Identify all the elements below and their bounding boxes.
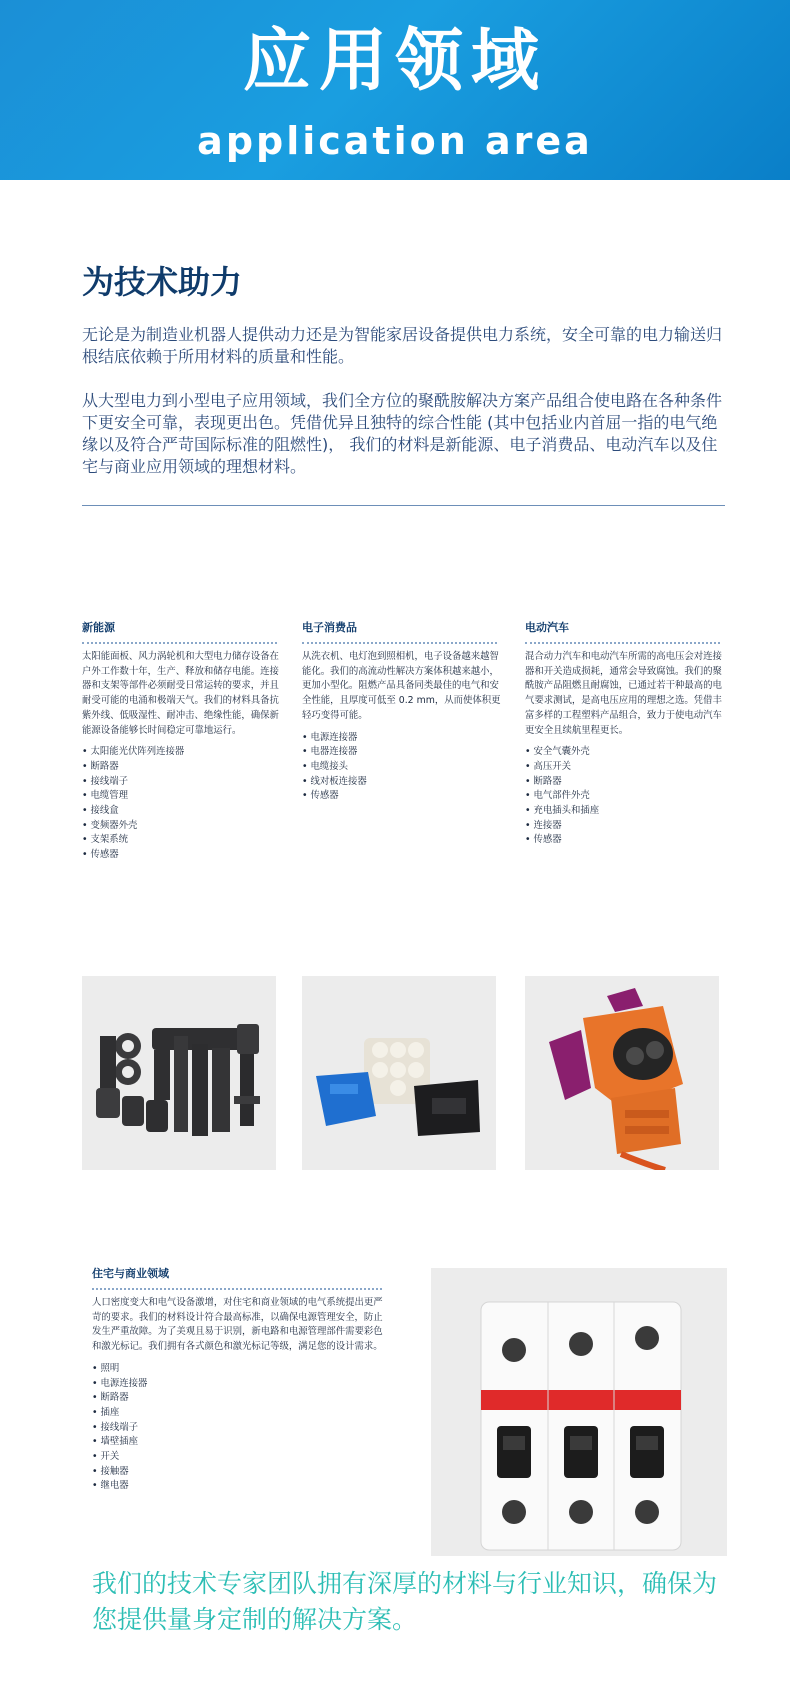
intro-paragraph-2: 从大型电力到小型电子应用领域，我们全方位的聚酰胺解决方案产品组合使电路在各种条件下更安全可靠，表现更出色。凭借优异且独特的综合性能 (其中包括业内首屈一指的电气绝缘以及符合严苛国际标准的阻燃性)， 我们的材料是新能源、电子消费品、电动汽车以及住宅与商业应用领域的理想材料。	[82, 391, 723, 476]
column-description: 从洗衣机、电灯泡到照相机，电子设备越来越智能化。我们的高流动性解决方案体积越来越小，更加小型化。阻燃产品具备同类最佳的电气和安全性能，且厚度可低至 0.2 mm，从而使体积更轻巧变得可能。	[302, 651, 501, 721]
dotted-rule	[302, 642, 497, 644]
column-list	[82, 745, 282, 863]
list-item: • 电器连接器	[302, 745, 502, 760]
section-list	[92, 1362, 387, 1494]
list-item: • 电缆管理	[82, 789, 282, 804]
list-item: • 断路器	[525, 775, 725, 790]
list-item: • 高压开关	[525, 760, 725, 775]
section-description: 人口密度变大和电气设备激增，对住宅和商业领域的电气系统提出更严苛的要求。我们的材料设计符合最高标准，以确保电源管理安全，防止发生严重故障。为了美观且易于识别，新电路和电源管理部件需要彩色和激光标记。我们拥有各式颜色和激光标记等级，满足您的设计需求。	[92, 1297, 383, 1353]
banner-subtitle: application area	[197, 119, 593, 163]
list-item: • 电源连接器	[92, 1377, 387, 1392]
application-column-new-energy	[82, 620, 282, 863]
list-item: • 太阳能光伏阵列连接器	[82, 745, 282, 760]
list-item: • 接线盒	[82, 804, 282, 819]
intro-paragraph-1: 无论是为制造业机器人提供动力还是为智能家居设备提供电力系统，安全可靠的电力输送归根结底依赖于所用材料的质量和性能。	[82, 325, 723, 366]
list-item: • 充电插头和插座	[525, 804, 725, 819]
solar-connectors-photo	[82, 976, 276, 1170]
list-item: • 连接器	[525, 819, 725, 834]
list-item: • 安全气囊外壳	[525, 745, 725, 760]
list-item: • 传感器	[302, 789, 502, 804]
list-item: • 电源连接器	[302, 731, 502, 746]
closing-statement: 我们的技术专家团队拥有深厚的材料与行业知识，确保为您提供量身定制的解决方案。	[92, 1569, 718, 1634]
header-banner	[0, 0, 790, 180]
dotted-rule	[525, 642, 720, 644]
list-item: • 线对板连接器	[302, 775, 502, 790]
list-item: • 接线端子	[82, 775, 282, 790]
list-item: • 传感器	[525, 833, 725, 848]
column-description: 太阳能面板、风力涡轮机和大型电力储存设备在户外工作数十年，生产、释放和储存电能。连接器和支架等部件必须耐受日常运转的要求，并且耐受可能的电涌和极端天气。我们的材料具备抗紫外线、低吸湿性、耐冲击、绝缘性能，确保新能源设备能够长时间稳定可靠地运行。	[82, 651, 279, 736]
column-title: 电动汽车	[525, 621, 569, 634]
list-item: • 电缆接头	[302, 760, 502, 775]
ev-connector-photo	[525, 976, 719, 1170]
application-column-consumer-electronics	[302, 620, 502, 804]
list-item: • 支架系统	[82, 833, 282, 848]
list-item: • 电气部件外壳	[525, 789, 725, 804]
circuit-breaker-photo	[431, 1268, 727, 1556]
list-item: • 断路器	[92, 1391, 387, 1406]
list-item: • 墙壁插座	[92, 1435, 387, 1450]
column-title: 电子消费品	[302, 621, 357, 634]
list-item: • 变频器外壳	[82, 819, 282, 834]
dotted-rule	[92, 1288, 382, 1290]
list-item: • 开关	[92, 1450, 387, 1465]
residential-commercial-section	[92, 1266, 387, 1494]
application-column-electric-vehicles	[525, 620, 725, 848]
list-item: • 继电器	[92, 1479, 387, 1494]
section-title: 住宅与商业领域	[92, 1267, 169, 1280]
column-list	[525, 745, 725, 848]
list-item: • 传感器	[82, 848, 282, 863]
list-item: • 接线端子	[92, 1421, 387, 1436]
list-item: • 接触器	[92, 1465, 387, 1480]
dotted-rule	[82, 642, 277, 644]
electronic-connectors-photo	[302, 976, 496, 1170]
list-item: • 插座	[92, 1406, 387, 1421]
column-description: 混合动力汽车和电动汽车所需的高电压会对连接器和开关造成损耗，通常会导致腐蚀。我们的聚酰胺产品阻燃且耐腐蚀，已通过若干种最高的电气要求测试，是高电压应用的理想之选。凭借丰富多样的工程塑料产品组合，致力于使电动汽车更安全且续航里程更长。	[525, 651, 722, 736]
banner-title: 应用领域	[242, 22, 547, 101]
list-item: • 照明	[92, 1362, 387, 1377]
column-list	[302, 731, 502, 805]
section-divider	[82, 505, 725, 506]
list-item: • 断路器	[82, 760, 282, 775]
intro-heading: 为技术助力	[82, 263, 243, 301]
column-title: 新能源	[82, 621, 115, 634]
